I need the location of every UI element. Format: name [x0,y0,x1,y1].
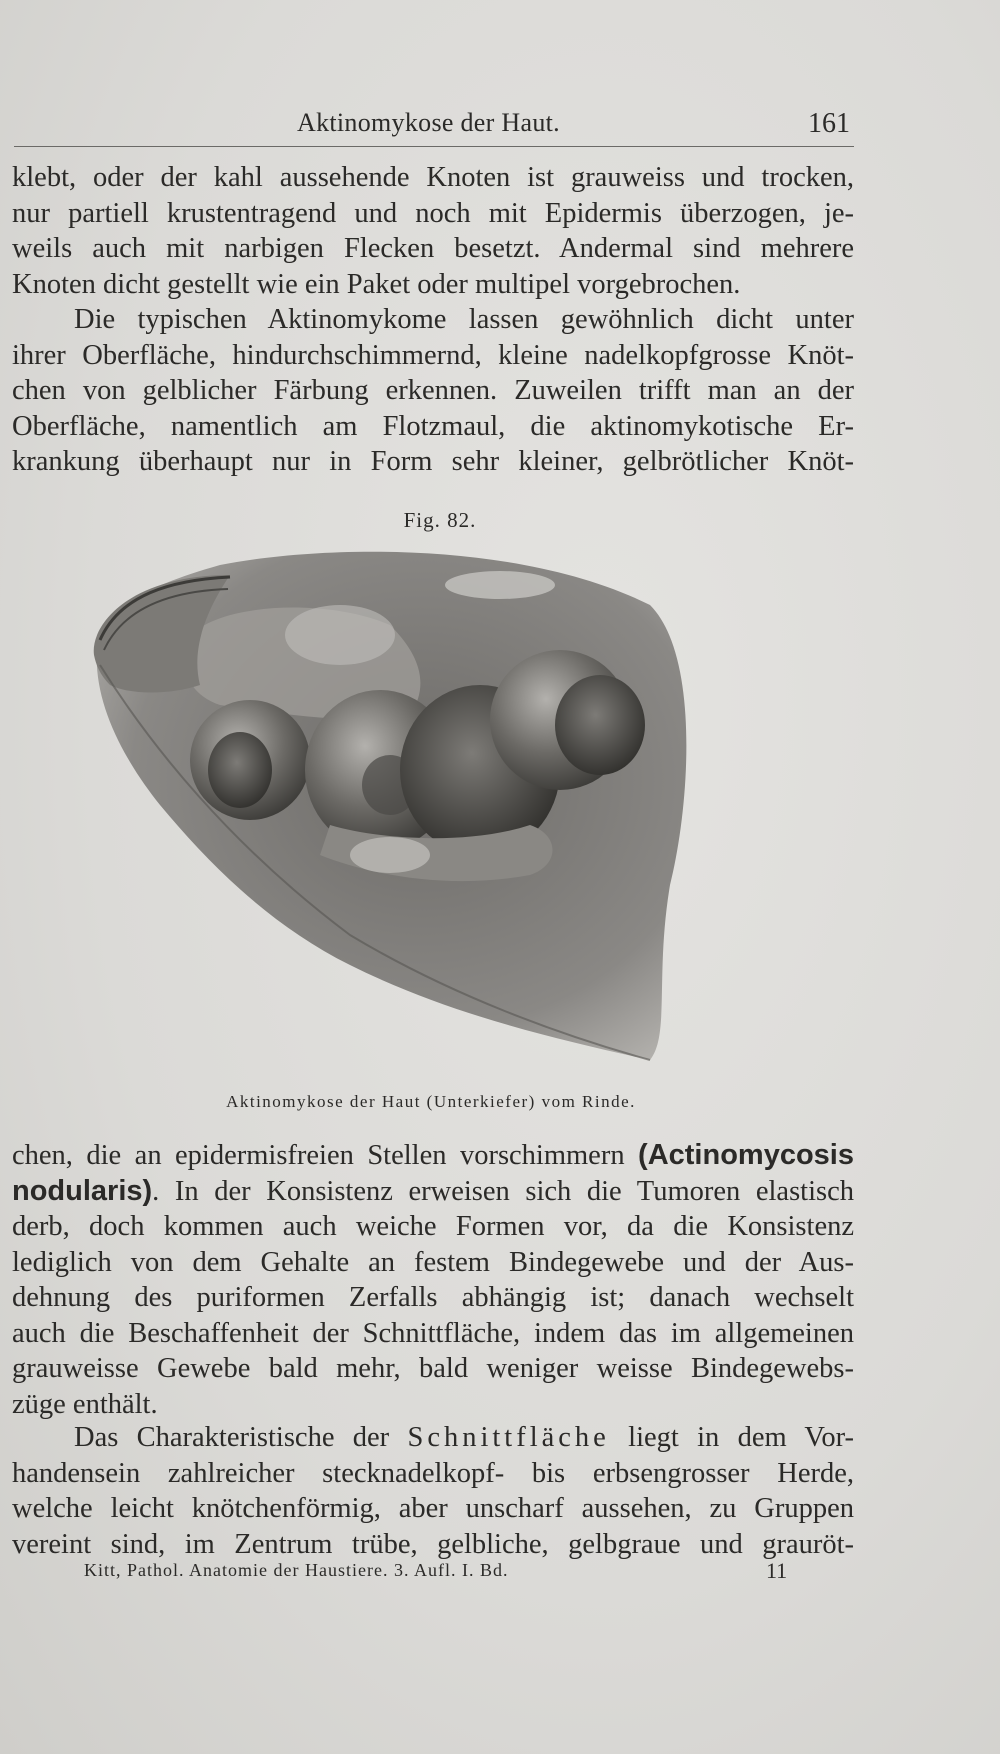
figure-label: Fig. 82. [403,508,477,532]
figure-caption: Aktinomykose der Haut (Unterkiefer) vom Rinde. [226,1092,636,1111]
running-title: Aktinomykose der Haut. [297,108,560,137]
paragraph-1 [12,160,854,302]
text-line [12,1420,854,1456]
text-line: Knoten dicht gestellt wie ein Paket oder multipel vorgebrochen. [12,268,741,300]
text-line [12,1174,854,1210]
text-line: derb, doch kommen auch weiche Formen vor, da die Konsistenz [12,1211,854,1242]
text-line [12,1138,854,1174]
latin-term: (Actinomycosis [638,1139,854,1171]
text-line: Oberfläche, namentlich am Flotzmaul, die aktinomykotische Er- [12,410,854,442]
latin-term: nodularis) [12,1174,153,1207]
text-line: krankung überhaupt nur in Form sehr kleiner, gelbrötlicher Knöt- [12,446,854,477]
text-line: chen von gelblicher Färbung erkennen. Zuweilen trifft man an der [12,375,854,406]
page-number: 161 [808,108,850,139]
text-line: weils auch mit narbigen Flecken besetzt. Andermal sind mehrere [12,233,854,264]
text-line: grauweisse Gewebe bald mehr, bald weniger weisse Bindegewebs- [12,1353,854,1384]
text-fragment: . In der Konsistenz erweisen sich die Tumoren elastisch [152,1175,854,1207]
text-fragment: liegt in dem Vor- [609,1422,854,1453]
paragraph-2 [12,302,854,480]
text-line: handensein zahlreicher stecknadelkopf- bis erbsengrosser Herde, [12,1457,854,1489]
text-line: lediglich von dem Gehalte an festem Bindegewebe und der Aus- [12,1246,854,1278]
footer-sheet-number: 11 [766,1558,788,1583]
text-fragment: Das Charakteristische der [74,1422,408,1453]
text-line: auch die Beschaffenheit der Schnittfläche, indem das im allgemeinen [12,1317,854,1349]
text-line: klebt, oder der kahl aussehende Knoten ist grauweiss und trocken, [12,162,854,193]
text-line: Die typischen Aktinomykome lassen gewöhnlich dicht unter [74,304,854,335]
text-line: vereint sind, im Zentrum trübe, gelbliche, gelbgraue und grauröt- [12,1528,854,1560]
text-line: ihrer Oberfläche, hindurchschimmernd, kleine nadelkopfgrosse Knöt- [12,339,854,371]
text-line: züge enthält. [12,1388,158,1420]
figure-illustration [90,545,750,1075]
emphasized-term: Schnittfläche [407,1422,610,1453]
footer-citation: Kitt, Pathol. Anatomie der Haustiere. 3. Aufl. I. Bd. [84,1560,509,1580]
text-fragment: chen, die an epidermisfreien Stellen vorschimmern [12,1140,639,1171]
text-line: nur partiell krustentragend und noch mit Epidermis überzogen, je- [12,197,854,229]
text-line: welche leicht knötchenförmig, aber unscharf aussehen, zu Gruppen [12,1493,854,1524]
paragraph-4 [12,1420,854,1562]
paragraph-3 [12,1138,854,1422]
page-header [14,104,854,147]
lesion-illustration [90,545,750,1075]
text-line: dehnung des puriformen Zerfalls abhängig ist; danach wechselt [12,1282,854,1313]
